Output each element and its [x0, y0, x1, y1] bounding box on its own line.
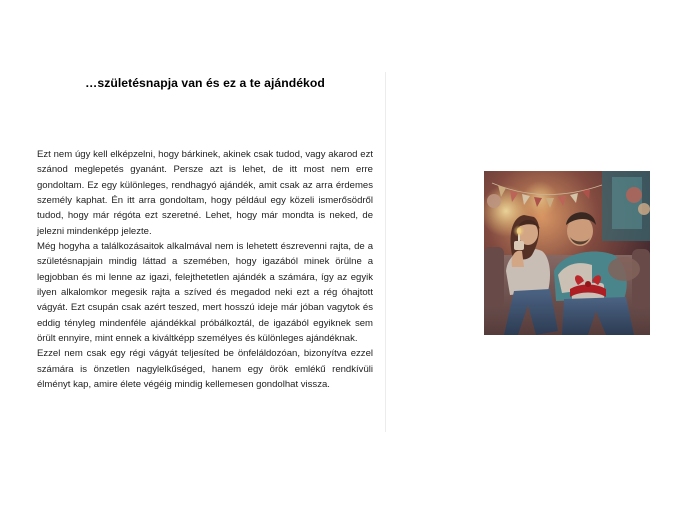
paragraph-3: Ezzel nem csak egy régi vágyát teljesíted be önfeláldozóan, bizonyítva ezzel számára is önzetlen nagylelkűséged, hanem egy örök emlékű rendkívüli élményt kap, amire élete végéig mindig kellemesen gondolhat vissza.: [37, 348, 373, 391]
birthday-couple-illustration: [484, 171, 650, 335]
page-title: …születésnapja van és ez a te ajándékod: [85, 76, 325, 90]
paragraph-1: Ezt nem úgy kell elképzelni, hogy bárkinek, akinek csak tudod, vagy akarod ezt szánod meglepetés gyanánt. Persze azt is lehet, de itt most nem erre gondoltam. Ez egy különleges, rendhagyó ajándék, amit csak az arra érdemes személy kaphat. Én itt arra gondoltam, hogy például egy közeli ismerősödről tudod, hogy már régóta ezt szeretné. Lehet, hogy már mondta is neked, de jelezni mindenképp jelezte.: [37, 149, 373, 237]
paragraph-2: Még hogyha a találkozásaitok alkalmával nem is lehetett észrevenni rajta, de a születésnapjain mindig láttad a szemében, hogy igazából minek örülne a legjobban és mi lenne az igazi, felejthetetlen ajándék a számára, így az egyik ilyen alkalomkor megesik rajta a szíved és megadod neki ezt a rég óhajtott vágyát. Ezt csupán csak azért teszed, mert hosszú ideje már jóban vagytok és eddig tényleg mindenféle ajándékkal próbálkoztál, de igazából egyiknek sem örült ennyire, mint ennek a kiváltképp személyes és különleges ajándéknak.: [37, 241, 373, 345]
body-text: [37, 147, 373, 393]
